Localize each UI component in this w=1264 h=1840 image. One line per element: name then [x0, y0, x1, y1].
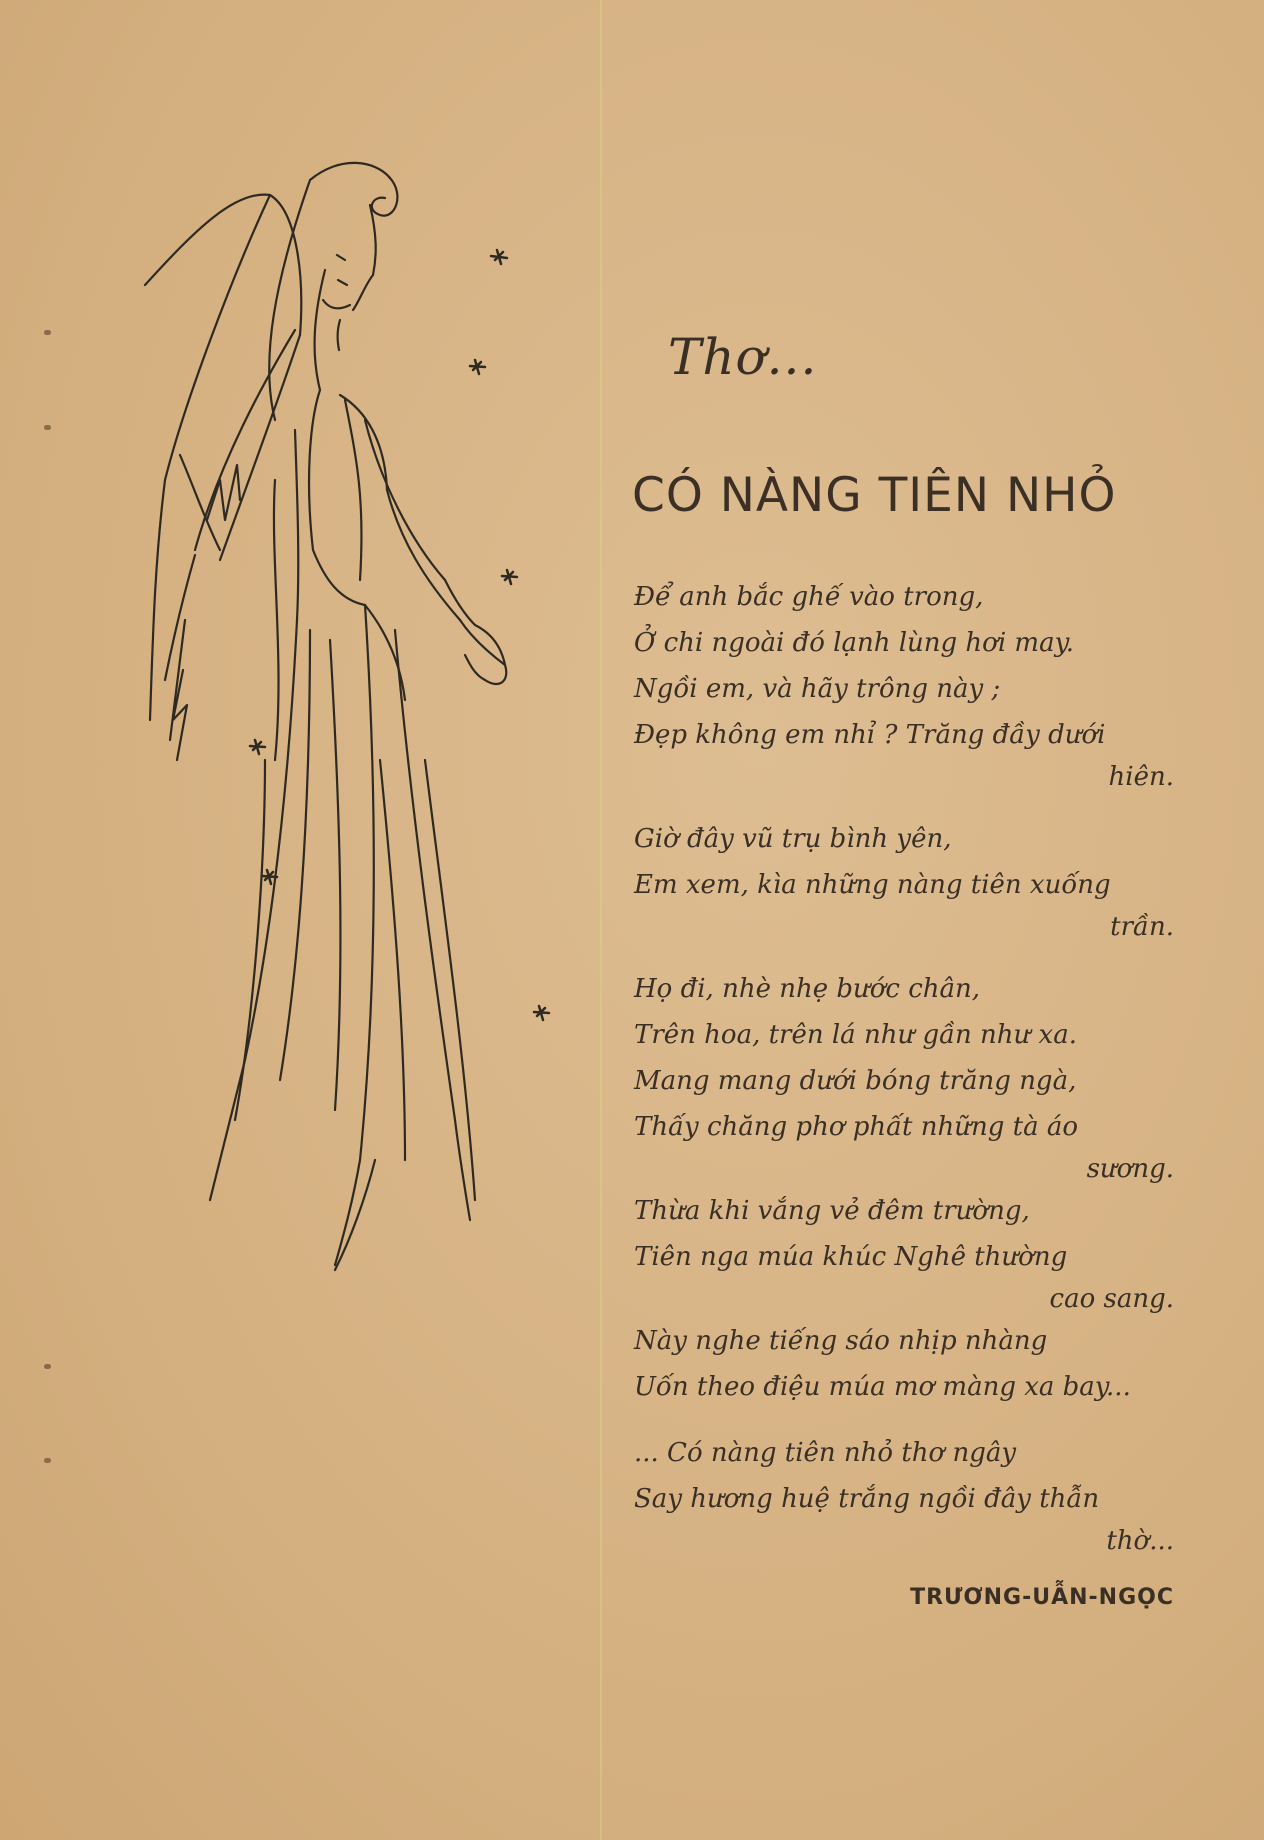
angel-illustration	[125, 160, 595, 1280]
poem-line: Này nghe tiếng sáo nhịp nhàng	[634, 1326, 1048, 1356]
poem-line-continuation: trần.	[1110, 912, 1174, 942]
stanza-break	[634, 796, 1174, 816]
poem-line: Ngồi em, và hãy trông này ;	[634, 674, 1001, 704]
poem-line: Để anh bắc ghế vào trong,	[634, 582, 984, 612]
stanza-break	[634, 1410, 1174, 1430]
poem-line: Em xem, kìa những nàng tiên xuống	[634, 870, 1111, 900]
stanza-break	[634, 946, 1174, 966]
poem-line-continuation: hiên.	[1108, 762, 1174, 792]
poem-line-continuation: thờ...	[1106, 1526, 1174, 1556]
punch-hole	[44, 330, 51, 335]
poem-body	[634, 574, 1174, 1560]
section-title: Thơ...	[668, 328, 818, 386]
author-name: TRƯƠNG-UẪN-NGỌC	[910, 1585, 1174, 1610]
poem-line: Thừa khi vắng vẻ đêm trường,	[634, 1196, 1030, 1226]
punch-hole	[44, 1458, 51, 1463]
poem-line-continuation: cao sang.	[1049, 1284, 1174, 1314]
poem-line: Thấy chăng phơ phất những tà áo	[634, 1112, 1079, 1142]
poem-line: ... Có nàng tiên nhỏ thơ ngây	[634, 1438, 1017, 1468]
poem-line: Uốn theo điệu múa mơ màng xa bay...	[634, 1372, 1131, 1402]
poem-line-continuation: sương.	[1086, 1154, 1174, 1184]
poem-line: Ở chi ngoài đó lạnh lùng hơi may.	[634, 628, 1075, 658]
poem-line: Giờ đây vũ trụ bình yên,	[634, 824, 952, 854]
page-fold-line	[600, 0, 602, 1840]
poem-line: Mang mang dưới bóng trăng ngà,	[634, 1066, 1077, 1096]
punch-hole	[44, 1364, 51, 1369]
poem-line: Say hương huệ trắng ngồi đây thẫn	[634, 1484, 1100, 1514]
poem-line: Họ đi, nhè nhẹ bước chân,	[634, 974, 981, 1004]
poem-line: Tiên nga múa khúc Nghê thường	[634, 1242, 1068, 1272]
poem-line: Trên hoa, trên lá như gần như xa.	[634, 1020, 1077, 1050]
poem-line: Đẹp không em nhỉ ? Trăng đầy dưới	[634, 720, 1106, 750]
punch-hole	[44, 425, 51, 430]
poem-title: CÓ NÀNG TIÊN NHỎ	[632, 468, 1117, 523]
